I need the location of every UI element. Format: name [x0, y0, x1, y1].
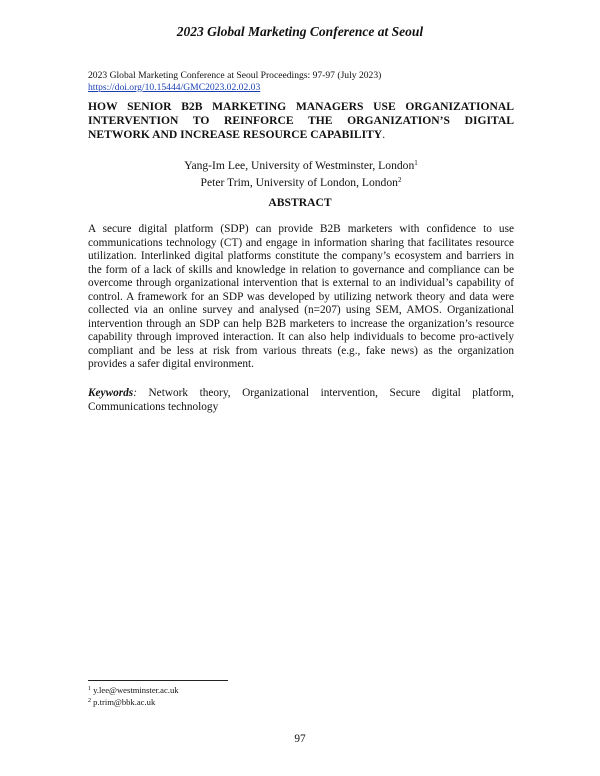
- footnote-2: [88, 696, 179, 708]
- footnote-2-email: p.trim@bbk.ac.uk: [91, 697, 156, 707]
- author-1: [88, 156, 514, 173]
- footnote-2-mark: 2: [88, 698, 91, 704]
- footnote-1: [88, 684, 179, 696]
- keywords-text: Network theory, Organizational intervention, Secure digital platform, Communications technology: [88, 387, 514, 413]
- abstract-heading: ABSTRACT: [268, 196, 332, 209]
- author-2: [88, 173, 514, 190]
- keywords: [88, 387, 514, 414]
- keywords-separator: :: [133, 387, 137, 399]
- paper-title: [88, 100, 514, 142]
- author-2-footnote-mark: 2: [397, 176, 402, 184]
- footnote-1-mark: 1: [88, 686, 91, 692]
- page-number: 97: [294, 733, 306, 745]
- footnote-divider: [88, 680, 228, 681]
- author-1-footnote-mark: 1: [414, 159, 418, 167]
- footnotes: [88, 684, 179, 708]
- paper-title-text: HOW SENIOR B2B MARKETING MANAGERS USE ORGANIZATIONAL INTERVENTION TO REINFORCE THE ORGANIZATION’S DIGITAL NETWORK AND INCREASE RESOURCE CAPABILITY: [88, 100, 514, 141]
- footnote-1-email: y.lee@westminster.ac.uk: [91, 685, 179, 695]
- proceedings-info: [88, 70, 381, 94]
- abstract-body: A secure digital platform (SDP) can provide B2B marketers with confidence to use communications technology (CT) and engage in information sharing that facilitates resource utilization. Interlinked digital platforms constitute the company’s ecosystem and barriers in the form of a lack of skills and knowledge in relation to governance and compliance can be overcome through organizational intervention that is external to an individual’s capability of control. A framework for an SDP was developed by utilizing network theory and data were collected via an online survey and analysed (n=207) using SEM, AMOS. Organizational intervention through an SDP can help B2B marketers to increase the organization’s resource capability through improved interaction. It can also help individuals to become pro-actively compliant and be less at risk from various threats (e.g., fake news) as the organization provides a safer digital environment.: [88, 223, 514, 370]
- paper-title-period: .: [382, 128, 386, 141]
- author-1-affiliation: Yang-Im Lee, University of Westminster, London: [184, 159, 415, 172]
- keywords-label: Keywords: [88, 387, 134, 399]
- doi-link[interactable]: https://doi.org/10.15444/GMC2023.02.02.03: [88, 82, 261, 93]
- running-header: 2023 Global Marketing Conference at Seoul: [176, 24, 424, 39]
- proceedings-citation: 2023 Global Marketing Conference at Seoul Proceedings: 97-97 (July 2023): [88, 70, 382, 81]
- author-2-affiliation: Peter Trim, University of London, London: [200, 176, 398, 189]
- author-list: [88, 156, 514, 190]
